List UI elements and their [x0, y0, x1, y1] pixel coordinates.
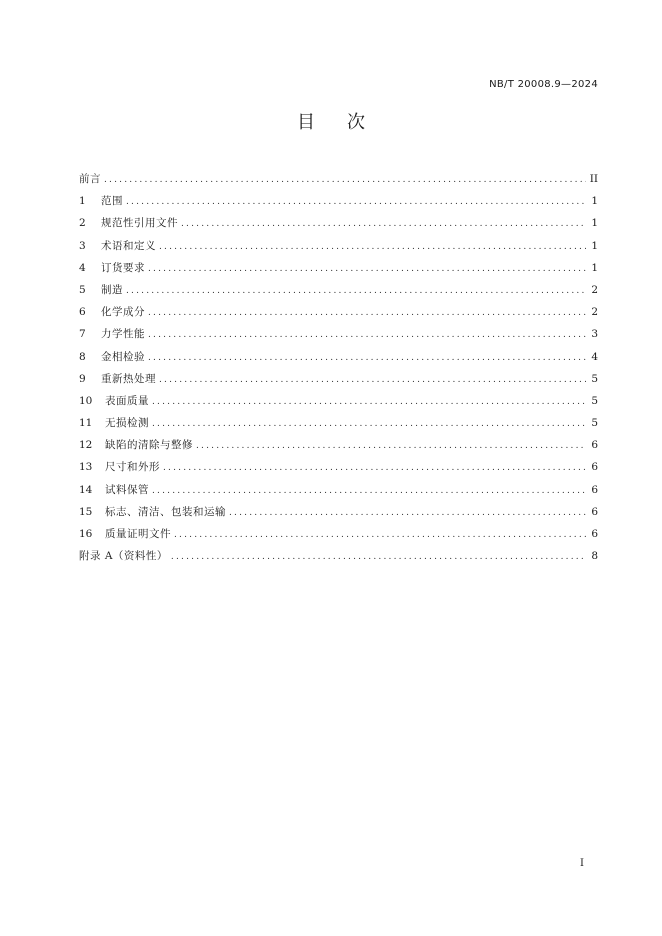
- toc-entry-page: 6: [591, 528, 598, 540]
- toc-dot-leader: [159, 371, 586, 389]
- toc-dot-leader: [181, 215, 586, 233]
- toc-entry-label: 术语和定义: [101, 239, 156, 252]
- toc-entry-page: 5: [591, 372, 598, 385]
- toc-entry-page: 6: [591, 439, 598, 452]
- toc-entry-page: 3: [591, 328, 598, 341]
- toc-entry-number: 2: [79, 217, 86, 230]
- toc-entry-label: 金相检验: [101, 350, 145, 363]
- toc-dot-leader: [126, 193, 586, 211]
- toc-entry[interactable]: [79, 503, 598, 525]
- toc-entry-page: 6: [591, 483, 598, 496]
- toc-entry-number: 15: [79, 505, 93, 518]
- toc-entry-page: II: [589, 173, 598, 185]
- toc-entry-label: 规范性引用文件: [101, 217, 178, 230]
- toc-entry-number: 3: [79, 239, 86, 252]
- toc-entry-number: 13: [79, 461, 93, 474]
- toc-dot-leader: [174, 526, 586, 544]
- page-number: I: [580, 858, 584, 869]
- toc-entry-label: 制造: [101, 283, 123, 296]
- toc-entry-label: 范围: [101, 195, 123, 208]
- toc-entry[interactable]: [79, 281, 598, 303]
- toc-dot-leader: [152, 393, 586, 411]
- toc-entry-label: 重新热处理: [101, 372, 156, 385]
- toc-entry-page: 8: [591, 550, 598, 563]
- toc-entry-number: 14: [79, 483, 93, 496]
- toc-entry-page: 5: [591, 394, 598, 407]
- document-code: NB/T 20008.9—2024: [489, 79, 598, 90]
- toc-dot-leader: [126, 282, 586, 300]
- toc-entry-page: 6: [591, 505, 598, 518]
- toc-dot-leader: [148, 326, 586, 344]
- toc-entry-number: 11: [79, 417, 93, 430]
- toc-entry-label: 力学性能: [101, 328, 145, 341]
- toc-entry-label: 化学成分: [101, 306, 145, 319]
- toc-entry-page: 1: [591, 239, 598, 252]
- toc-entry[interactable]: [79, 547, 598, 569]
- toc-dot-leader: [229, 504, 586, 522]
- toc-entry-page: 1: [591, 217, 598, 230]
- toc-entry-label: 试料保管: [105, 483, 149, 496]
- toc-entry-page: 5: [591, 417, 598, 430]
- toc-entry[interactable]: [79, 348, 598, 370]
- toc-entry[interactable]: [79, 303, 598, 325]
- toc-entry[interactable]: [79, 525, 598, 547]
- toc-entry-number: 6: [79, 306, 86, 319]
- toc-entry-number: 16: [79, 528, 93, 540]
- toc-entry-label: 无损检测: [105, 417, 149, 430]
- toc-entry[interactable]: [79, 392, 598, 414]
- toc-entry[interactable]: [79, 325, 598, 347]
- toc-dot-leader: [104, 171, 586, 189]
- toc-entry-page: 4: [591, 350, 598, 363]
- toc-dot-leader: [171, 548, 586, 566]
- toc-entry-label: 表面质量: [105, 394, 149, 407]
- toc-entry-label: 尺寸和外形: [105, 461, 160, 474]
- toc-entry[interactable]: [79, 481, 598, 503]
- toc-entry[interactable]: [79, 237, 598, 259]
- toc-entry-label: 标志、清洁、包装和运输: [105, 505, 226, 518]
- toc-entry[interactable]: [79, 259, 598, 281]
- toc-dot-leader: [152, 415, 586, 433]
- toc-entry[interactable]: [79, 370, 598, 392]
- toc-entry-label: 质量证明文件: [105, 528, 171, 540]
- toc-entry-number: 5: [79, 283, 86, 296]
- toc-dot-leader: [159, 238, 586, 256]
- toc-dot-leader: [148, 349, 586, 367]
- toc-entry[interactable]: [79, 414, 598, 436]
- toc-entry-page: 6: [591, 461, 598, 474]
- page-title: 目次: [297, 112, 397, 133]
- toc-entry-number: 9: [79, 372, 86, 385]
- toc-entry-number: 10: [79, 394, 93, 407]
- toc-dot-leader: [152, 482, 586, 500]
- toc-entry-number: 1: [79, 195, 86, 208]
- toc-entry[interactable]: [79, 436, 598, 458]
- toc-entry-page: 2: [591, 283, 598, 296]
- toc-entry-label: 前言: [79, 173, 101, 185]
- toc-entry[interactable]: [79, 458, 598, 480]
- toc-dot-leader: [163, 459, 586, 477]
- toc-entry[interactable]: [79, 192, 598, 214]
- toc-entry-page: 1: [591, 261, 598, 274]
- toc-entry[interactable]: [79, 214, 598, 236]
- toc-entry-label: 缺陷的清除与整修: [105, 439, 193, 452]
- toc-entry-page: 1: [591, 195, 598, 208]
- toc-dot-leader: [148, 304, 586, 322]
- toc-entry-label: 附录 A（资料性）: [79, 550, 168, 563]
- toc-entry-number: 12: [79, 439, 93, 452]
- toc-entry-page: 2: [591, 306, 598, 319]
- toc-entry-number: 7: [79, 328, 86, 341]
- toc-entry-number: 8: [79, 350, 86, 363]
- toc-dot-leader: [148, 260, 586, 278]
- toc-entry-number: 4: [79, 261, 86, 274]
- toc-entry-label: 订货要求: [101, 261, 145, 274]
- toc-entry[interactable]: [79, 170, 598, 192]
- toc-dot-leader: [196, 437, 586, 455]
- table-of-contents: [79, 170, 598, 569]
